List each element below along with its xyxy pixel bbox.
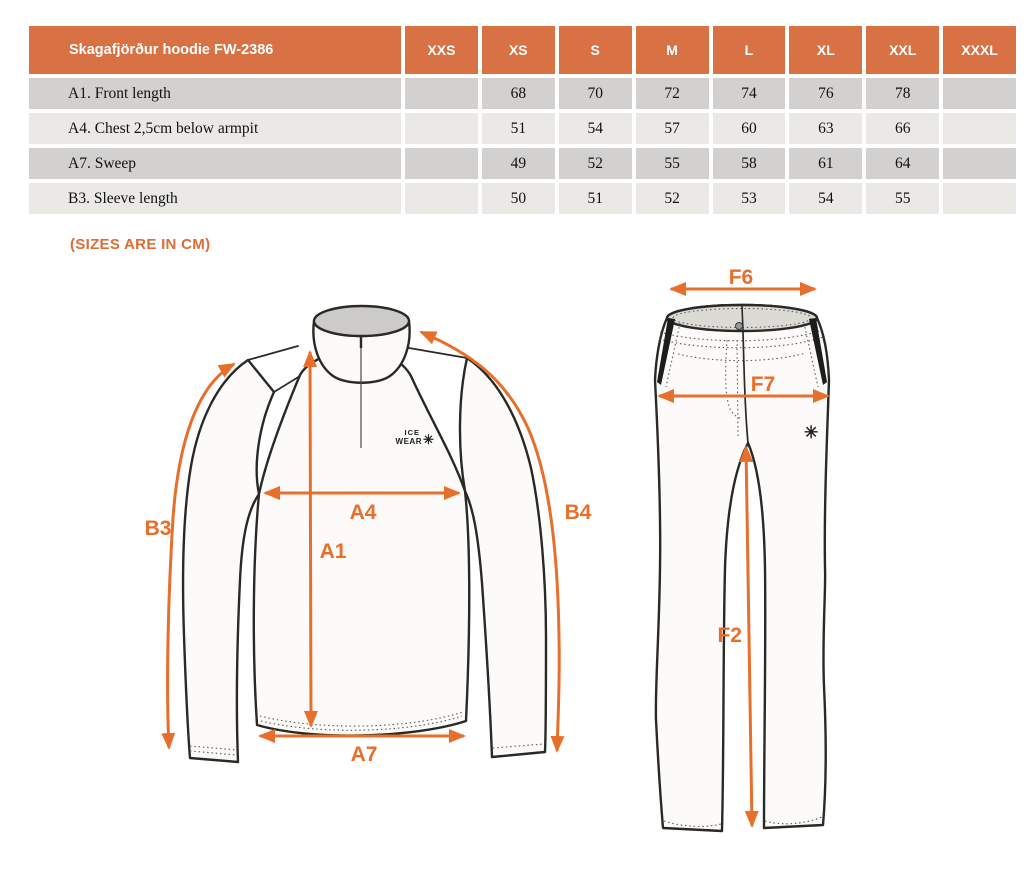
waist-button <box>736 323 743 330</box>
size-value-cell <box>943 113 1016 144</box>
size-value-cell: 76 <box>789 78 862 109</box>
table-row-chest <box>29 113 1016 144</box>
row-label: B3. Sleeve length <box>29 183 401 214</box>
size-value-cell: 74 <box>713 78 786 109</box>
size-value-cell <box>405 78 478 109</box>
size-col-l: L <box>713 26 786 74</box>
snowflake-icon: ✳ <box>804 423 819 442</box>
size-value-cell: 52 <box>559 148 632 179</box>
measurement-diagram <box>0 253 1032 878</box>
arrow-a1 <box>310 352 311 726</box>
size-value-cell: 49 <box>482 148 555 179</box>
table-row-sleeve-length <box>29 183 1016 214</box>
row-label: A4. Chest 2,5cm below armpit <box>29 113 401 144</box>
size-value-cell <box>405 148 478 179</box>
row-label: A1. Front length <box>29 78 401 109</box>
size-value-cell <box>405 183 478 214</box>
hoodie-right-sleeve <box>460 358 546 757</box>
label-a7: A7 <box>350 743 378 766</box>
size-value-cell: 60 <box>713 113 786 144</box>
table-row-sweep <box>29 148 1016 179</box>
size-value-cell: 64 <box>866 148 939 179</box>
size-value-cell: 54 <box>789 183 862 214</box>
size-value-cell: 63 <box>789 113 862 144</box>
size-value-cell: 51 <box>559 183 632 214</box>
row-label: A7. Sweep <box>29 148 401 179</box>
size-col-xxxl: XXXL <box>943 26 1016 74</box>
size-value-cell: 53 <box>713 183 786 214</box>
sizes-unit-note: (SIZES ARE IN CM) <box>70 236 211 253</box>
hoodie-collar-opening <box>314 306 409 336</box>
size-value-cell: 55 <box>636 148 709 179</box>
left-shoulder-seam <box>248 346 298 360</box>
size-value-cell: 57 <box>636 113 709 144</box>
size-col-xs: XS <box>482 26 555 74</box>
label-f6: F6 <box>728 266 754 289</box>
size-value-cell: 52 <box>636 183 709 214</box>
size-col-m: M <box>636 26 709 74</box>
size-value-cell: 61 <box>789 148 862 179</box>
size-value-cell: 51 <box>482 113 555 144</box>
table-row-front-length <box>29 78 1016 109</box>
size-value-cell: 55 <box>866 183 939 214</box>
label-b3: B3 <box>144 517 172 540</box>
size-value-cell: 58 <box>713 148 786 179</box>
size-col-xl: XL <box>789 26 862 74</box>
pants-body <box>655 305 829 831</box>
size-value-cell <box>405 113 478 144</box>
snowflake-icon: ✳ <box>423 432 434 447</box>
size-value-cell <box>943 183 1016 214</box>
size-table-header-row <box>29 26 1016 74</box>
size-value-cell: 72 <box>636 78 709 109</box>
size-table <box>25 22 1020 218</box>
size-value-cell: 70 <box>559 78 632 109</box>
size-col-xxl: XXL <box>866 26 939 74</box>
size-value-cell: 54 <box>559 113 632 144</box>
svg-text:WEAR: WEAR <box>395 437 422 446</box>
size-value-cell: 68 <box>482 78 555 109</box>
size-value-cell <box>943 78 1016 109</box>
pants-drawing <box>655 266 829 831</box>
size-col-s: S <box>559 26 632 74</box>
label-f2: F2 <box>717 624 742 647</box>
product-title: Skagafjörður hoodie FW-2386 <box>29 26 401 74</box>
size-value-cell: 66 <box>866 113 939 144</box>
size-value-cell: 50 <box>482 183 555 214</box>
label-a1: A1 <box>319 540 347 563</box>
label-b4: B4 <box>564 501 592 524</box>
size-value-cell <box>943 148 1016 179</box>
label-a4: A4 <box>349 501 377 524</box>
hoodie-drawing <box>145 306 592 766</box>
svg-text:ICE: ICE <box>404 428 420 437</box>
label-f7: F7 <box>750 373 776 396</box>
size-value-cell: 78 <box>866 78 939 109</box>
arrow-f2 <box>746 447 752 826</box>
size-col-xxs: XXS <box>405 26 478 74</box>
